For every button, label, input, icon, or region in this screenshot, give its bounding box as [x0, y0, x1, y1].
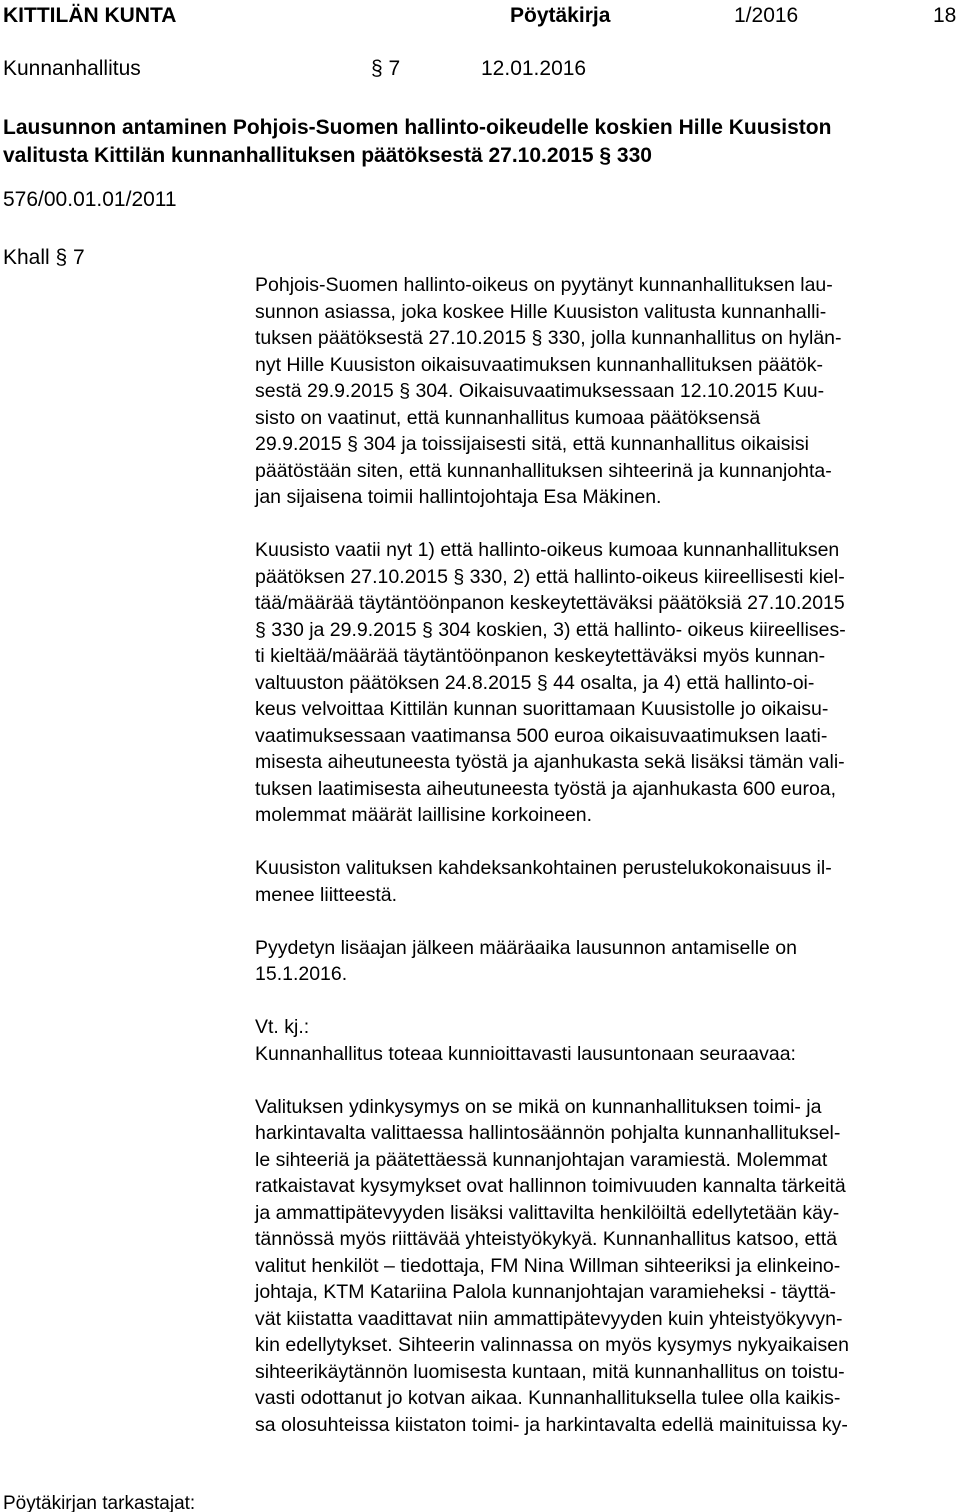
paragraph-line: sisto on vaatinut, että kunnanhallitus kumoaa päätöksensä	[255, 406, 761, 429]
body-text	[255, 272, 955, 1465]
paragraph-line: tännössä myös riittävää yhteistyökykyä. Kunnanhallitus katsoo, että	[255, 1228, 838, 1250]
paragraph-line: sestä 29.9.2015 § 304. Oikaisuvaatimuksessaan 12.10.2015 Kuu-	[255, 380, 825, 402]
section-number: § 7	[371, 57, 401, 80]
paragraph-line: päätöstään siten, että kunnanhallituksen sihteerinä ja kunnanjohta-	[255, 459, 832, 482]
paragraph-line: tuksen päätöksestä 27.10.2015 § 330, jolla kunnanhallitus on hylän-	[255, 327, 842, 349]
paragraph-line: sunnon asiassa, joka koskee Hille Kuusiston valitusta kunnanhalli-	[255, 300, 827, 323]
agenda-title-line: Lausunnon antaminen Pohjois-Suomen hallinto-oikeudelle koskien Hille Kuusiston	[3, 116, 832, 139]
minutes-checkers-label: Pöytäkirjan tarkastajat:	[3, 1493, 196, 1512]
paragraph-line: nyt Hille Kuusiston oikaisuvaatimuksen kunnanhallituksen päätök-	[255, 353, 823, 376]
paragraph-line: päätöksen 27.10.2015 § 330, 2) että hallinto-oikeus kiireellisesti kiel-	[255, 565, 845, 588]
meeting-body: Kunnanhallitus	[3, 57, 141, 80]
khall-section-label: Khall § 7	[3, 246, 85, 269]
paragraph-line: ratkaistavat kysymykset ovat hallinnon toimivuuden kannalta tärkeitä	[255, 1175, 846, 1197]
paragraph-line: Valituksen ydinkysymys on se mikä on kunnanhallituksen toimi- ja	[255, 1095, 822, 1118]
paragraph	[255, 1094, 955, 1439]
paragraph-line: Vt. kj.:	[255, 1016, 310, 1038]
paragraph-line: jan sijaisena toimii hallintojohtaja Esa Mäkinen.	[255, 486, 662, 508]
meeting-date: 12.01.2016	[481, 57, 587, 80]
paragraph	[255, 537, 955, 829]
agenda-title	[3, 114, 831, 170]
paragraph-line: valitut henkilöt – tiedottaja, FM Nina Willman sihteeriksi ja elinkeino-	[255, 1254, 841, 1277]
paragraph-line: johtaja, KTM Katariina Palola kunnanjohtajan varamieheksi - täyttä-	[255, 1281, 836, 1303]
paragraph	[255, 1014, 955, 1067]
paragraph-line: 15.1.2016.	[255, 963, 348, 985]
diary-number: 576/00.01.01/2011	[3, 188, 177, 211]
paragraph-line: tuksen laatimisesta aiheutuneesta työstä ja ajanhukasta 600 euroa,	[255, 777, 837, 800]
paragraph-line: tää/määrää täytäntöönpanon keskeytettäväksi päätöksiä 27.10.2015	[255, 592, 845, 614]
paragraph	[255, 855, 955, 908]
paragraph-line: ti kieltää/määrää täytäntöönpanon keskeytettäväksi myös kunnan-	[255, 645, 826, 667]
paragraph-line: vät kiistatta vaadittavat niin ammattipätevyyden kuin yhteistyökyvyn-	[255, 1307, 843, 1330]
document-type: Pöytäkirja	[510, 4, 611, 27]
paragraph-line: misesta aiheutuneesta työstä ja ajanhukasta sekä lisäksi tämän vali-	[255, 751, 845, 773]
paragraph-line: sihteerikäytännön luomisesta kuntaan, mitä kunnanhallitus on toistu-	[255, 1360, 845, 1383]
paragraph-line: Pyydetyn lisäajan jälkeen määräaika lausunnon antamiselle on	[255, 936, 798, 959]
paragraph-line: ja ammattipätevyyden lisäksi valittavilta henkilöiltä edellytetään käy-	[255, 1201, 840, 1224]
page-number: 18	[933, 4, 957, 27]
paragraph-line: kin edellytykset. Sihteerin valinnassa on myös kysymys nykyaikaisen	[255, 1334, 849, 1356]
paragraph-line: Pohjois-Suomen hallinto-oikeus on pyytänyt kunnanhallituksen lau-	[255, 274, 833, 296]
paragraph-line: vaatimuksessaan vaatimansa 500 euroa oikaisuvaatimuksen laati-	[255, 724, 828, 747]
paragraph-line: sa olosuhteissa kiistaton toimi- ja harkintavalta edellä mainituissa ky-	[255, 1413, 848, 1436]
paragraph	[255, 935, 955, 988]
paragraph-line: vasti odottanut jo kotvan aikaa. Kunnanhallituksella tulee olla kaikis-	[255, 1387, 841, 1409]
paragraph-line: menee liitteestä.	[255, 883, 397, 906]
paragraph-line: Kuusisto vaatii nyt 1) että hallinto-oikeus kumoaa kunnanhallituksen	[255, 539, 840, 561]
paragraph-line: Kuusiston valituksen kahdeksankohtainen perustelukokonaisuus il-	[255, 857, 832, 879]
paragraph-line: harkintavalta valittaessa hallintosäännön pohjalta kunnanhallituksel-	[255, 1122, 841, 1144]
paragraph-line: le sihteeriä ja päätettäessä kunnanjohtajan varamiestä. Molemmat	[255, 1148, 828, 1171]
paragraph	[255, 272, 955, 511]
document-number: 1/2016	[734, 4, 799, 27]
paragraph-line: valtuuston päätöksen 24.8.2015 § 44 osalta, ja 4) että hallinto-oi-	[255, 671, 815, 694]
agenda-title-line: valitusta Kittilän kunnanhallituksen päätöksestä 27.10.2015 § 330	[3, 144, 652, 167]
paragraph-line: keus velvoittaa Kittilän kunnan suorittamaan Kuusistolle jo oikaisu-	[255, 698, 829, 720]
paragraph-line: § 330 ja 29.9.2015 § 304 koskien, 3) että hallinto- oikeus kiireellises-	[255, 618, 846, 641]
paragraph-line: 29.9.2015 § 304 ja toissijaisesti sitä, että kunnanhallitus oikaisisi	[255, 433, 809, 455]
paragraph-line: molemmat määrät laillisine korkoineen.	[255, 804, 593, 826]
organization-name: KITTILÄN KUNTA	[3, 4, 177, 27]
paragraph-line: Kunnanhallitus toteaa kunnioittavasti lausuntonaan seuraavaa:	[255, 1042, 796, 1065]
